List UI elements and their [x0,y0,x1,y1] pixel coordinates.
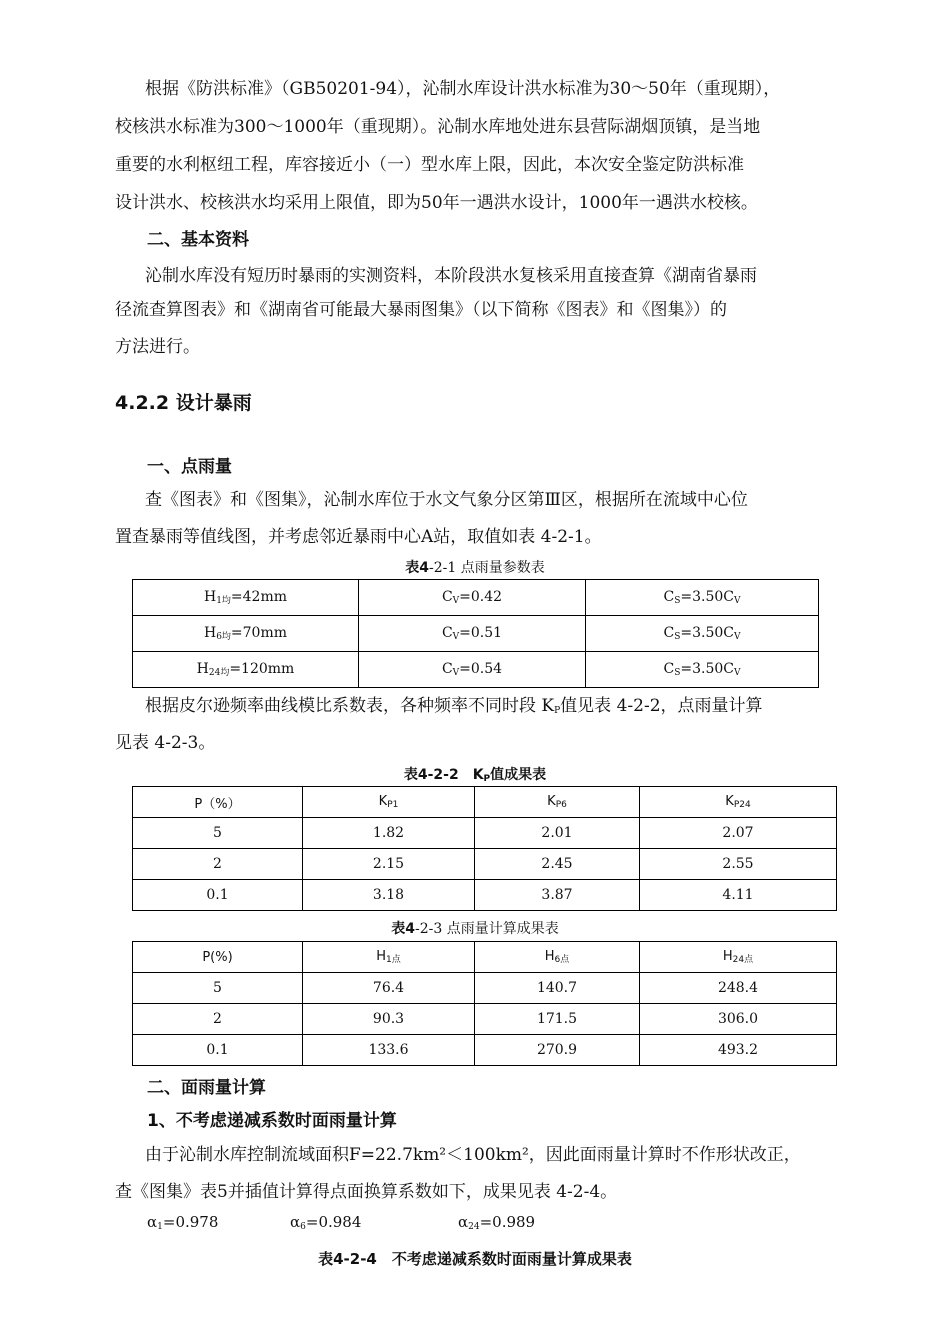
table-cell: 493.2 [640,1035,837,1066]
table1-caption-rest: -2-1 点雨量参数表 [429,560,545,576]
table-cell: 133.6 [303,1035,475,1066]
table-header-cell: $K_{P24}$ [640,787,837,818]
table-cell: 306.0 [640,1004,837,1035]
table-cell: 3.18 [303,880,475,911]
table-row [133,1035,837,1066]
basic-line-1: 沁制水库没有短历时暴雨的实测资料，本阶段洪水复核采用直接查算《湖南省暴雨 [145,266,757,286]
table-header-row [133,787,837,818]
table-cell: $C_S=3.50C_V$ [586,580,819,616]
table-cell: 2.01 [475,818,640,849]
table-cell: $H_{6均}=70mm$ [133,616,359,652]
table-row [133,818,837,849]
table-cell: 2 [133,1004,303,1035]
table-header-cell: $K_{P6}$ [475,787,640,818]
kp-text-line-2: 见表 4-2-3。 [115,733,216,753]
table-row [133,973,837,1004]
section-title: 4.2.2 设计暴雨 [115,392,252,414]
table-row [133,580,819,616]
table-row [133,652,819,688]
basic-heading: 二、基本资料 [147,230,249,250]
table1-caption-lead: 表4 [405,560,429,576]
table-cell: 5 [133,973,303,1004]
table-cell: 4.11 [640,880,837,911]
table-cell: $H_{24均}=120mm$ [133,652,359,688]
point-rain-result-table [132,941,837,1066]
table-cell: 171.5 [475,1004,640,1035]
table-header-cell: $H_{6点}$ [475,942,640,973]
table-cell: 3.87 [475,880,640,911]
table-cell: $C_S=3.50C_V$ [586,652,819,688]
table-cell: 0.1 [133,1035,303,1066]
table2-caption: 表4-2-2 $K_P$值成果表 [403,767,547,784]
table-cell: $C_V=0.54$ [359,652,586,688]
table4-caption: 表4-2-4 不考虑递减系数时面雨量计算成果表 [318,1250,632,1268]
table-cell: 2.07 [640,818,837,849]
kp-value-table [132,786,837,911]
table-cell: 140.7 [475,973,640,1004]
table3-caption: 表4-2-3 点雨量计算成果表 [391,921,559,937]
table-cell: $C_V=0.42$ [359,580,586,616]
table-cell: $C_S=3.50C_V$ [586,616,819,652]
intro-line-4: 设计洪水、校核洪水均采用上限值，即为50年一遇洪水设计，1000年一遇洪水校核。 [115,193,758,213]
table-cell: 248.4 [640,973,837,1004]
table-row [133,1004,837,1035]
table-header-row [133,942,837,973]
alpha-6: $\alpha_6=0.984$ [290,1213,362,1232]
kp-text-line-1: 根据皮尔逊频率曲线模比系数表，各种频率不同时段 $K_P$值见表 4-2-2，点雨量计算 [145,696,763,716]
table-header-cell: P（%） [133,787,303,818]
table-cell: 0.1 [133,880,303,911]
table-row [133,880,837,911]
table-cell: 1.82 [303,818,475,849]
table-row [133,616,819,652]
intro-line-3: 重要的水利枢纽工程，库容接近小（一）型水库上限，因此，本次安全鉴定防洪标准 [115,155,744,175]
area-rain-heading: 二、面雨量计算 [147,1078,266,1098]
table-cell: $H_{1均}=42mm$ [133,580,359,616]
area-rain-line-1: 由于沁制水库控制流域面积F=22.7km²＜100km²，因此面雨量计算时不作形状改正， [145,1145,801,1165]
table-cell: 2.15 [303,849,475,880]
table-cell: 76.4 [303,973,475,1004]
alpha-24: $\alpha_{24}=0.989$ [458,1213,536,1232]
table-cell: $C_V=0.51$ [359,616,586,652]
table-header-cell: $K_{P1}$ [303,787,475,818]
table-cell: 2 [133,849,303,880]
point-rain-param-table [132,579,819,688]
table-header-cell: $H_{1点}$ [303,942,475,973]
table-cell: 2.45 [475,849,640,880]
area-rain-line-2: 查《图集》表5并插值计算得点面换算系数如下，成果见表 4-2-4。 [115,1182,618,1202]
table-row [133,849,837,880]
table-cell: 270.9 [475,1035,640,1066]
table-cell: 5 [133,818,303,849]
table-header-cell: P(%) [133,942,303,973]
area-rain-subheading: 1、不考虑递减系数时面雨量计算 [147,1111,397,1131]
basic-line-2: 径流查算图表》和《湖南省可能最大暴雨图集》（以下简称《图表》和《图集》）的 [115,300,727,320]
table-header-cell: $H_{24点}$ [640,942,837,973]
point-rain-heading: 一、点雨量 [147,457,232,477]
point-rain-line-2: 置查暴雨等值线图，并考虑邻近暴雨中心A站，取值如表 4-2-1。 [115,527,602,547]
point-rain-line-1: 查《图表》和《图集》，沁制水库位于水文气象分区第Ⅲ区，根据所在流域中心位 [145,490,748,510]
basic-line-3: 方法进行。 [115,337,200,357]
intro-line-1: 根据《防洪标准》（GB50201-94），沁制水库设计洪水标准为30～50年（重现期）， [145,79,781,99]
alpha-1: $\alpha_1=0.978$ [147,1213,219,1232]
table1-caption [0,557,950,577]
table-cell: 2.55 [640,849,837,880]
intro-line-2: 校核洪水标准为300～1000年（重现期）。沁制水库地处进东县营际湖烟顶镇，是当地 [115,117,761,137]
table-cell: 90.3 [303,1004,475,1035]
